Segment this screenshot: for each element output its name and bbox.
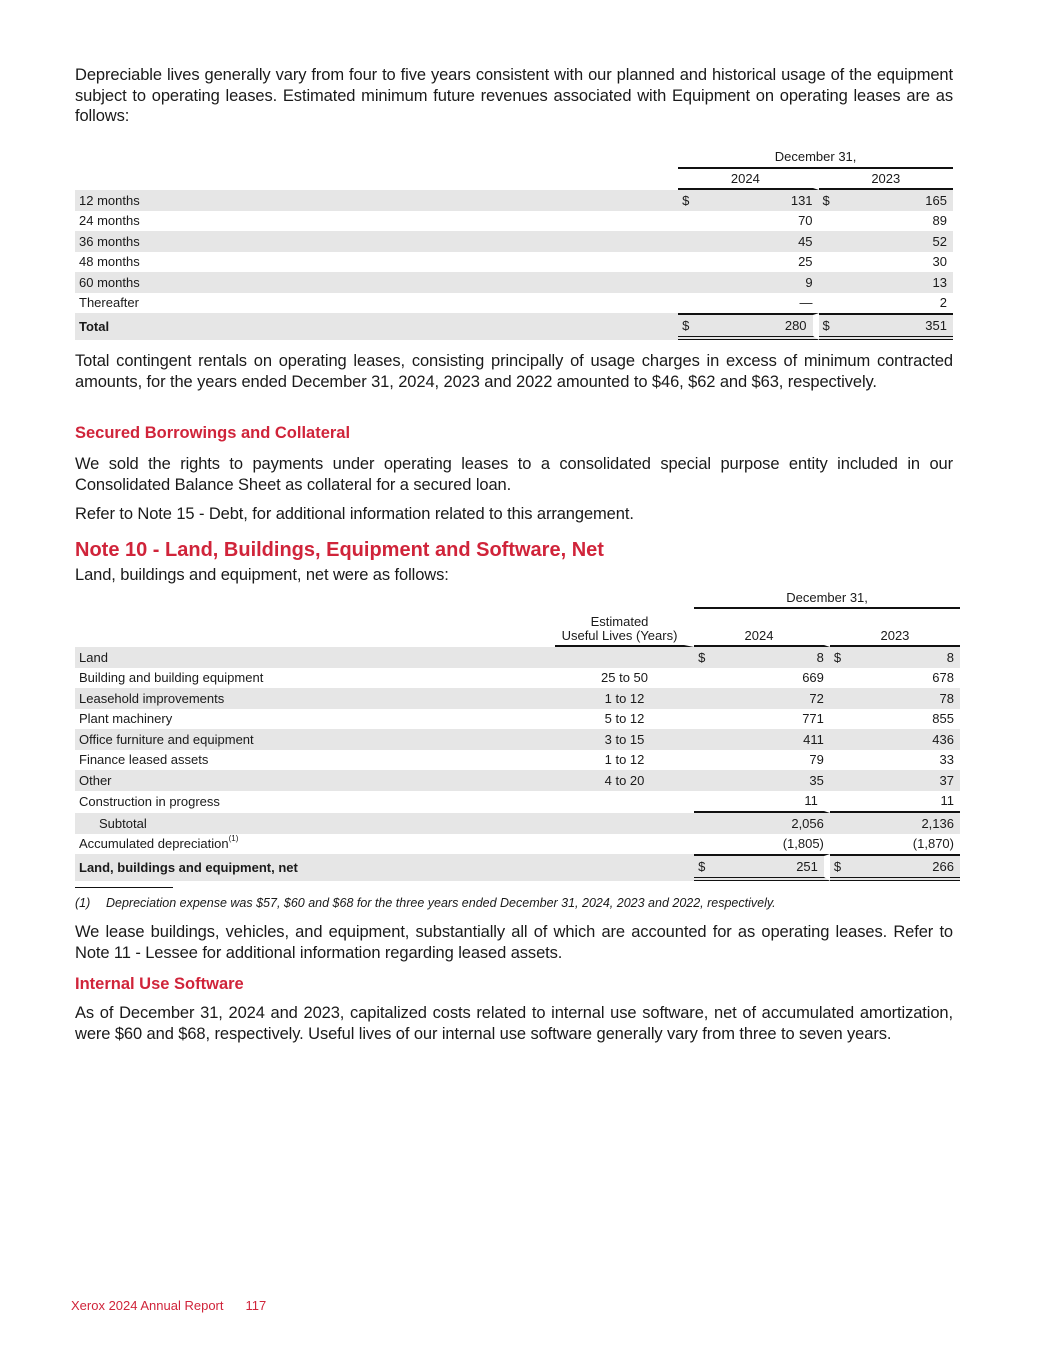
subtotal-row: Subtotal 2,056 2,136 [75,813,960,834]
table-row: 12 months $ 131 $ 165 [75,190,953,211]
column-header-2023: 2023 [830,609,960,647]
table-row: 24 months 70 89 [79,213,947,229]
table-row: 60 months 9 13 [75,272,953,293]
total-row: Total $ 280 $ 351 [75,313,953,340]
internal-use-software-heading: Internal Use Software [75,975,244,993]
secured-borrowings-paragraph: We sold the rights to payments under operating leases to a consolidated special purpose entity included in our Consolidated Balance Sheet as collateral for a secured loan. [75,455,953,494]
secured-borrowings-heading: Secured Borrowings and Collateral [75,424,351,442]
table-row: Building and building equipment 25 to 50 669 678 [79,670,954,686]
column-header-2024: 2024 [694,609,830,647]
report-title: Xerox 2024 Annual Report [71,1298,224,1313]
table-row: Land $ 8 $ 8 [75,647,960,668]
period-header: December 31, [694,588,960,609]
footnote-divider [75,887,173,888]
table-row: Other 4 to 20 35 37 [75,770,960,791]
column-header-2024: 2024 [678,169,818,190]
table-row: Office furniture and equipment 3 to 15 411 436 [75,729,960,750]
table-row: 36 months 45 52 [75,231,953,252]
useful-lives-header: Estimated Useful Lives (Years) [555,609,694,647]
table-row: Accumulated depreciation$^{(1)}$ (1,805) (1,870) [79,834,954,852]
table-row: Construction in progress 11 11 [75,791,960,814]
table-row: 48 months 25 30 [79,254,947,270]
lease-paragraph: We lease buildings, vehicles, and equipment, substantially all of which are accounted for as operating leases. Refer to Note 11 - Lessee for additional information regarding leased assets. [75,923,953,962]
intro-paragraph: Depreciable lives generally vary from four to five years consistent with our planned and historical usage of the equipment subject to operating leases. Estimated minimum future revenues associated with Equipment on operating leases are as follows: [75,66,953,125]
table-row: Plant machinery 5 to 12 771 855 [79,711,954,727]
table-row: Thereafter — 2 [79,295,947,311]
page-number: 117 [245,1298,267,1313]
table-row: Finance leased assets 1 to 12 79 33 [79,752,954,768]
note10-heading: Note 10 - Land, Buildings, Equipment and Software, Net [75,539,604,561]
note10-intro: Land, buildings and equipment, net were as follows: [75,566,449,584]
total-row: Land, buildings and equipment, net $ 251 $ 266 [75,854,960,881]
footnote-ref: (1) [228,834,239,844]
table-row: Leasehold improvements 1 to 12 72 78 [75,688,960,709]
footnote: (1) Depreciation expense was $57, $60 and $68 for the three years ended December 31, 2024, 2023 and 2022, respectively. [75,896,776,910]
contingent-rentals-paragraph: Total contingent rentals on operating leases, consisting principally of usage charges in excess of minimum contracted amounts, for the years ended December 31, 2024, 2023 and 2022 amounted to $46, $62 and $63, respectively. [75,352,953,391]
period-header: December 31, [678,145,953,169]
column-header-2023: 2023 [819,169,953,190]
ppe-table [75,588,960,881]
page-footer [71,1298,266,1313]
software-paragraph: As of December 31, 2024 and 2023, capitalized costs related to internal use software, net of accumulated amortization, were $60 and $68, respectively. Useful lives of our internal use software generally vary from three to seven years. [75,1004,953,1043]
refer-note15-paragraph: Refer to Note 15 - Debt, for additional information related to this arrangement. [75,505,634,523]
lease-revenue-table [75,145,953,340]
